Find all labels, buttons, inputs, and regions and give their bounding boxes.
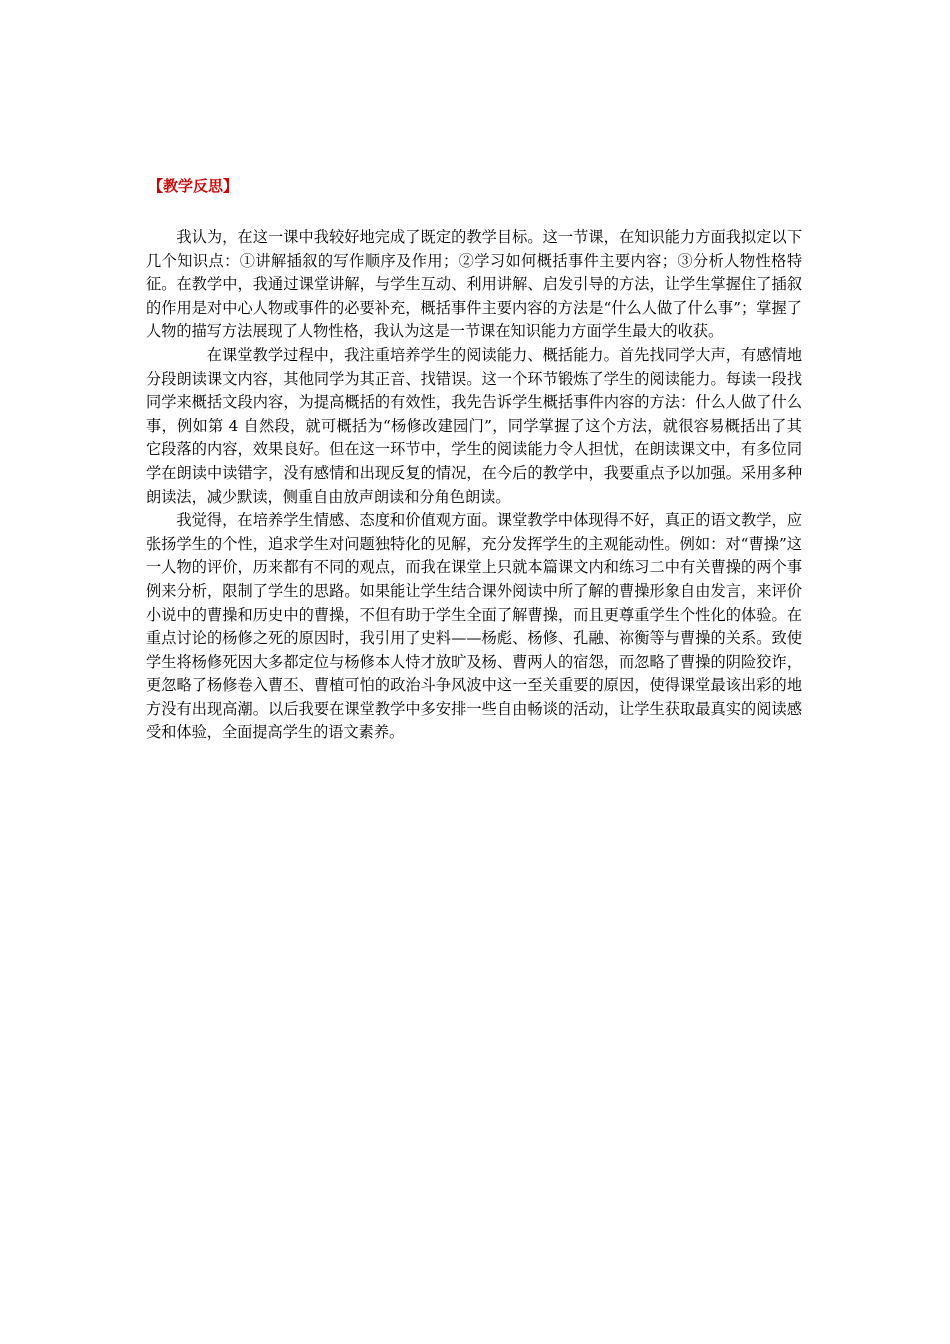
paragraph-values-reflection: 我觉得，在培养学生情感、态度和价值观方面。课堂教学中体现得不好，真正的语文教学，应张扬学生的个性，追求学生对问题独特化的见解，充分发挥学生的主观能动性。例如：对“曹操”这一人物的评价，历来都有不同的观点，而我在课堂上只就本篇课文内和练习二中有关曹操的两个事例来分析，限制了学生的思路。如果能让学生结合课外阅读中所了解的曹操形象自由发言，来评价小说中的曹操和历史中的曹操，不但有助于学生全面了解曹操，而且更尊重学生个性化的体验。在重点讨论的杨修之死的原因时，我引用了史料——杨彪、杨修、孔融、祢衡等与曹操的关系。致使学生将杨修死因大多都定位与杨修本人恃才放旷及杨、曹两人的宿怨，而忽略了曹操的阴险狡诈，更忽略了杨修卷入曹丕、曹植可怕的政治斗争风波中这一至关重要的原因，使得课堂最该出彩的地方没有出现高潮。以后我要在课堂教学中多安排一些自由畅谈的活动，让学生获取最真实的阅读感受和体验，全面提高学生的语文素养。 <box>146 511 802 742</box>
section-heading: 【教学反思】 <box>148 177 239 195</box>
reflection-body <box>146 226 802 745</box>
paragraph-reading-ability: 在课堂教学过程中，我注重培养学生的阅读能力、概括能力。首先找同学大声，有感情地分段朗读课文内容，其他同学为其正音、找错误。这一个环节锻炼了学生的阅读能力。每读一段找同学来概括文段内容，为提高概括的有效性，我先告诉学生概括事件内容的方法：什么人做了什么事，例如第 4 自然段，就可概括为“杨修改建园门”，同学掌握了这个方法，就很容易概括出了其它段落的内容，效果良好。但在这一环节中，学生的阅读能力令人担忧，在朗读课文中，有多位同学在朗读中读错字，没有感情和出现反复的情况，在今后的教学中，我要重点予以加强。采用多种朗读法，减少默读，侧重自由放声朗读和分角色朗读。 <box>146 345 802 506</box>
paragraph-knowledge-goals: 我认为，在这一课中我较好地完成了既定的教学目标。这一节课，在知识能力方面我拟定以下几个知识点：①讲解插叙的写作顺序及作用；②学习如何概括事件主要内容；③分析人物性格特征。在教学中，我通过课堂讲解，与学生互动、利用讲解、启发引导的方法，让学生掌握住了插叙的作用是对中心人物或事件的必要补充，概括事件主要内容的方法是“什么人做了什么事”；掌握了人物的描写方法展现了人物性格，我认为这是一节课在知识能力方面学生最大的收获。 <box>146 228 802 341</box>
